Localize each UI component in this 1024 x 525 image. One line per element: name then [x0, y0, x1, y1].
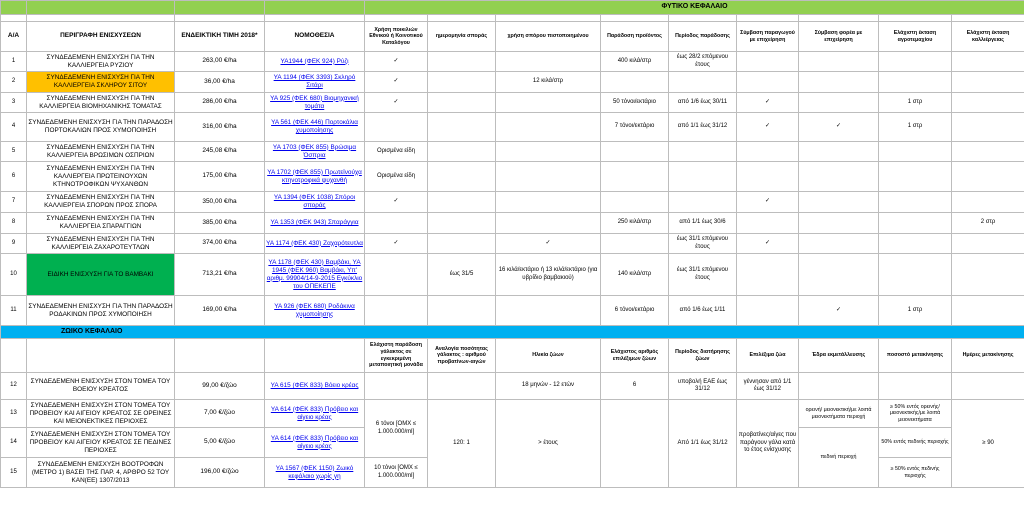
row-delivery: 140 κιλά/στρ — [601, 254, 669, 296]
header-desc: ΠΕΡΙΓΡΑΦΗ ΕΝΙΣΧΥΣΕΩΝ — [27, 22, 175, 52]
table-row — [1, 113, 1024, 142]
row-description: ΣΥΝΔΕΔΕΜΕΝΗ ΕΝΙΣΧΥΣΗ ΓΙΑ ΤΗΝ ΚΑΛΛΙΕΡΓΕΙΑ ΣΚΛΗΡΟΥ ΣΙΤΟΥ — [27, 72, 175, 93]
row-declared-area: ≥ 50% εντός ορεινής/ μειονεκτικής/με λοιπά μειονεκτήματα — [879, 400, 952, 428]
row-varieties: Ορισμένα είδη — [365, 142, 428, 162]
row-delivery: 50 τόνοι/εκτάριο — [601, 93, 669, 113]
row-varieties — [365, 296, 428, 326]
row-contract-body — [799, 234, 879, 254]
row-number: 15 — [1, 458, 27, 488]
row-description: ΣΥΝΔΕΔΕΜΕΝΗ ΕΝΙΣΧΥΣΗ ΒΟΟΤΡΟΦΩΝ (ΜΕΤΡΟ 1) ΒΑΣΕΙ ΤΗΣ ΠΑΡ. 4, ΑΡΘΡΟ 52 ΤΟΥ ΚΑΝ(ΕΕ) 1307/2013 — [27, 458, 175, 488]
row-sowing — [428, 162, 496, 192]
row-price: 169,00 €/ha — [175, 296, 265, 326]
table-row — [1, 142, 1024, 162]
check-icon: ✓ — [799, 113, 879, 142]
header-law: ΝΟΜΟΘΕΣΙΑ — [265, 22, 365, 52]
header-contract-body: Σύμβαση φορέα με επιχείρηση — [799, 22, 879, 52]
row-delivery: 400 κιλά/στρ — [601, 52, 669, 72]
table-row — [1, 400, 1024, 428]
row-law-link[interactable]: ΥΑ 614 (ΦΕΚ 833) Πρόβειο και αίγειο κρέας — [265, 428, 365, 458]
row-description: ΣΥΝΔΕΔΕΜΕΝΗ ΕΝΙΣΧΥΣΗ ΓΙΑ ΤΗΝ ΚΑΛΛΙΕΡΓΕΙΑ ΒΙΟΜΗΧΑΝΙΚΗΣ ΤΟΜΑΤΑΣ — [27, 93, 175, 113]
header-ratio: Αναλογία ποσότητας γάλακτος : αριθμού προβατίνων-αιγών — [428, 339, 496, 373]
row-min-area-cult — [952, 234, 1024, 254]
row-number: 6 — [1, 162, 27, 192]
row-period: έως 31/1 επόμενου έτους — [669, 234, 737, 254]
row-sowing — [428, 52, 496, 72]
row-sowing — [428, 113, 496, 142]
row-min-area-farm — [879, 142, 952, 162]
row-contract-producer — [737, 142, 799, 162]
row-number: 4 — [1, 113, 27, 142]
row-number: 1 — [1, 52, 27, 72]
row-min-area-cult — [952, 162, 1024, 192]
row-min-area-cult — [952, 93, 1024, 113]
row-min-area-farm — [879, 234, 952, 254]
row-min-area-cult — [952, 142, 1024, 162]
row-age: > έτους — [496, 400, 601, 488]
header-milk: Ελάχιστη παράδοση γάλακτος σε εγκεκριμένη μεταποιητική μονάδα — [365, 339, 428, 373]
row-declared-area: ≥ 50% εντός πεδινής περιοχής — [879, 458, 952, 488]
row-law-link[interactable]: ΥΑ 925 (ΦΕΚ 680) Βιομηχανική τομάτα — [265, 93, 365, 113]
check-icon: ✓ — [799, 296, 879, 326]
row-law-link[interactable]: ΥΑ 1194 (ΦΕΚ 3393) Σκληρό Σιτάρι — [265, 72, 365, 93]
row-price: 245,08 €/ha — [175, 142, 265, 162]
row-delivery: 7 τόνοι/εκτάριο — [601, 113, 669, 142]
row-sowing — [428, 93, 496, 113]
row-description: ΣΥΝΔΕΔΕΜΕΝΗ ΕΝΙΣΧΥΣΗ ΣΤΟΝ ΤΟΜΕΑ ΤΟΥ ΠΡΟΒΕΙΟΥ ΚΑΙ ΑΙΓΕΙΟΥ ΚΡΕΑΤΟΣ ΣΕ ΟΡΕΙΝΕΣ ΚΑΙ ΜΕΙΟΝΕΚΤΙΚΕΣ ΠΕΡΙΟΧΕΣ — [27, 400, 175, 428]
row-price: 316,00 €/ha — [175, 113, 265, 142]
row-delivery — [601, 142, 669, 162]
table-row — [1, 52, 1024, 72]
row-period — [669, 72, 737, 93]
row-contract-body — [799, 213, 879, 234]
check-icon: ✓ — [737, 234, 799, 254]
row-price: 196,00 €/ζώο — [175, 458, 265, 488]
row-contract-producer: ✓ — [737, 93, 799, 113]
row-number: 12 — [1, 373, 27, 400]
row-period — [669, 192, 737, 213]
table-row — [1, 192, 1024, 213]
header-contract-producer: Σύμβαση παραγωγού με επιχείρηση — [737, 22, 799, 52]
check-icon: ✓ — [365, 93, 428, 113]
check-icon: ✓ — [737, 113, 799, 142]
check-icon: ✓ — [737, 192, 799, 213]
row-ratio — [428, 373, 496, 400]
row-varieties — [365, 113, 428, 142]
check-icon: ✓ — [496, 234, 601, 254]
row-price: 374,00 €/ha — [175, 234, 265, 254]
row-law-link[interactable]: ΥΑ 561 (ΦΕΚ 446) Πορτοκάλια χυμοποίησης — [265, 113, 365, 142]
row-contract-body — [799, 162, 879, 192]
header-age: Ηλικία ζώων — [496, 339, 601, 373]
row-contract-producer — [737, 213, 799, 234]
row-period: από 1/6 έως 1/11 — [669, 296, 737, 326]
row-price: 99,00 €/ζώο — [175, 373, 265, 400]
table-row — [1, 93, 1024, 113]
row-milk: 10 τόνοι [ΟΜΧ ≤ 1.000.000/ml] — [365, 458, 428, 488]
row-min-area-farm: 1 στρ — [879, 113, 952, 142]
row-seed — [496, 142, 601, 162]
row-min-area-farm — [879, 254, 952, 296]
row-number: 11 — [1, 296, 27, 326]
row-price: 5,00 €/ζώο — [175, 428, 265, 458]
row-description: ΣΥΝΔΕΔΕΜΕΝΗ ΕΝΙΣΧΥΣΗ ΓΙΑ ΤΗΝ ΚΑΛΛΙΕΡΓΕΙΑ ΣΠΟΡΩΝ ΠΡΟΣ ΣΠΟΡΑ — [27, 192, 175, 213]
row-seed — [496, 93, 601, 113]
row-sowing — [428, 142, 496, 162]
row-seed: 12 κιλά/στρ — [496, 72, 601, 93]
row-min-area-farm — [879, 213, 952, 234]
row-age: 18 μηνών - 12 ετών — [496, 373, 601, 400]
row-seed — [496, 162, 601, 192]
row-contract-body — [799, 93, 879, 113]
row-delivery: 6 τόνοι/εκτάριο — [601, 296, 669, 326]
header-delivery: Παράδοση προϊόντος — [601, 22, 669, 52]
row-description: ΣΥΝΔΕΔΕΜΕΝΗ ΕΝΙΣΧΥΣΗ ΣΤΟΝ ΤΟΜΕΑ ΤΟΥ ΠΡΟΒΕΙΟΥ ΚΑΙ ΑΙΓΕΙΟΥ ΚΡΕΑΤΟΣ ΣΕ ΠΕΔΙΝΕΣ ΠΕΡΙΟΧΕΣ — [27, 428, 175, 458]
row-description: ΣΥΝΔΕΔΕΜΕΝΗ ΕΝΙΣΧΥΣΗ ΓΙΑ ΤΗΝ ΚΑΛΛΙΕΡΓΕΙΑ ΒΡΩΣΙΜΩΝ ΟΣΠΡΙΩΝ — [27, 142, 175, 162]
row-period: από 1/1 έως 30/6 — [669, 213, 737, 234]
row-law-link[interactable]: ΥΑ 1394 (ΦΕΚ 1038) Σπόροι σποράς — [265, 192, 365, 213]
header-delivery-period: Περίοδος παράδοσης — [669, 22, 737, 52]
row-law-link[interactable]: ΥΑ 614 (ΦΕΚ 833) Πρόβειο και αίγειο κρέας — [265, 400, 365, 428]
row-number: 7 — [1, 192, 27, 213]
header-min-area-farm: Ελάχιστη έκταση αγροτεμαχίου — [879, 22, 952, 52]
row-description: ΣΥΝΔΕΔΕΜΕΝΗ ΕΝΙΣΧΥΣΗ ΓΙΑ ΤΗΝ ΠΑΡΑΔΟΣΗ ΠΟΡΤΟΚΑΛΙΩΝ ΠΡΟΣ ΧΥΜΟΠΟΙΗΣΗ — [27, 113, 175, 142]
row-price: 175,00 €/ha — [175, 162, 265, 192]
row-min-area-farm — [879, 192, 952, 213]
row-price: 7,00 €/ζώο — [175, 400, 265, 428]
row-eligible: προβατίνες/αίγες που παράγουν γάλα κατά το έτος ενίσχυσης — [737, 400, 799, 488]
table-row — [1, 162, 1024, 192]
row-sowing — [428, 192, 496, 213]
row-number: 8 — [1, 213, 27, 234]
row-holding: Από 1/1 έως 31/12 — [669, 400, 737, 488]
row-min-animals — [601, 400, 669, 488]
row-seat: πεδινή περιοχή — [799, 428, 879, 488]
row-law-link[interactable]: ΥΑ 1567 (ΦΕΚ 1150) Ζωικό κεφάλαιο χωρίς γη — [265, 458, 365, 488]
row-contract-producer — [737, 72, 799, 93]
row-min-area-cult: 2 στρ — [952, 213, 1024, 234]
check-icon: ✓ — [365, 72, 428, 93]
header-holding: Περίοδος διατήρησης ζώων — [669, 339, 737, 373]
row-contract-body — [799, 142, 879, 162]
header-sowing-date: ημερομηνία σποράς — [428, 22, 496, 52]
row-seat: ορεινή/ μειονεκτική/με λοιπά μειονεκτήματα περιοχή — [799, 400, 879, 428]
row-description: ΣΥΝΔΕΔΕΜΕΝΗ ΕΝΙΣΧΥΣΗ ΓΙΑ ΤΗΝ ΠΑΡΑΔΟΣΗ ΡΟΔΑΚΙΝΩΝ ΠΡΟΣ ΧΥΜΟΠΟΙΗΣΗ — [27, 296, 175, 326]
row-pct-move — [879, 373, 952, 400]
table-row — [1, 72, 1024, 93]
row-law-link[interactable]: ΥΑ 1174 (ΦΕΚ 430) Ζαχαρότευτλα — [265, 234, 365, 254]
row-min-area-farm: 1 στρ — [879, 93, 952, 113]
check-icon: ✓ — [365, 192, 428, 213]
row-law-link[interactable]: ΥΑ 1702 (ΦΕΚ 855) Πρωτεϊνούχα κτηνοτροφικά ψυχανθή — [265, 162, 365, 192]
row-period: από 1/6 έως 30/11 — [669, 93, 737, 113]
row-law-link[interactable]: ΥΑ 926 (ΦΕΚ 680) Ροδάκινα χυμοποίησης — [265, 296, 365, 326]
row-contract-body — [799, 52, 879, 72]
row-min-area-cult — [952, 72, 1024, 93]
row-delivery: 250 κιλά/στρ — [601, 213, 669, 234]
row-ratio: 120: 1 — [428, 400, 496, 488]
header-varieties: Χρήση ποικιλιών Εθνικού ή Κοινοτικού Καταλόγου — [365, 22, 428, 52]
table-header — [1, 22, 1024, 52]
row-delivery — [601, 234, 669, 254]
header-min-area-cult: Ελάχιστη έκταση καλλιέργειας — [952, 22, 1024, 52]
table-row — [1, 373, 1024, 400]
row-min-area-cult — [952, 296, 1024, 326]
row-milk: 6 τόνοι [ΟΜΧ ≤ 1.000.000/ml] — [365, 400, 428, 458]
row-min-area-farm: 1 στρ — [879, 296, 952, 326]
row-days-move — [952, 373, 1024, 400]
row-days-move: ≥ 90 — [952, 400, 1024, 488]
row-contract-producer — [737, 254, 799, 296]
row-seed: 16 κιλά/εκτάριο ή 13 κιλά/εκτάριο (για υβρίδιο βαμβακιού) — [496, 254, 601, 296]
row-seed — [496, 192, 601, 213]
row-min-area-farm — [879, 162, 952, 192]
check-icon: ✓ — [365, 52, 428, 72]
row-description: ΣΥΝΔΕΔΕΜΕΝΗ ΕΝΙΣΧΥΣΗ ΓΙΑ ΤΗΝ ΚΑΛΛΙΕΡΓΕΙΑ ΡΥΖΙΟΥ — [27, 52, 175, 72]
row-number: 3 — [1, 93, 27, 113]
row-law-link[interactable]: ΥΑ1944 (ΦΕΚ 924) Ρύζι — [265, 52, 365, 72]
row-period: έως 31/1 επόμενου έτους — [669, 254, 737, 296]
row-number: 5 — [1, 142, 27, 162]
row-sowing: έως 31/5 — [428, 254, 496, 296]
row-contract-body — [799, 254, 879, 296]
row-sowing — [428, 72, 496, 93]
row-delivery — [601, 72, 669, 93]
row-sowing — [428, 213, 496, 234]
table-row — [1, 254, 1024, 296]
row-seed — [496, 113, 601, 142]
row-number: 2 — [1, 72, 27, 93]
header-days-move: Ημέρες μετακίνησης — [952, 339, 1024, 373]
row-varieties — [365, 254, 428, 296]
row-min-animals: 6 — [601, 373, 669, 400]
row-price: 350,00 €/ha — [175, 192, 265, 213]
row-number: 10 — [1, 254, 27, 296]
animal-table-header — [1, 339, 1024, 373]
row-sowing — [428, 234, 496, 254]
row-period: από 1/1 έως 31/12 — [669, 113, 737, 142]
header-aa: Α/Α — [1, 22, 27, 52]
row-law-link[interactable]: ΥΑ 1703 (ΦΕΚ 855) Βρώσιμα Όσπρια — [265, 142, 365, 162]
row-min-area-cult — [952, 113, 1024, 142]
row-min-area-cult — [952, 192, 1024, 213]
row-milk — [365, 373, 428, 400]
header-eligible: Επιλέξιμα ζώα — [737, 339, 799, 373]
row-law-link[interactable]: ΥΑ 615 (ΦΕΚ 833) Βόειο κρέας — [265, 373, 365, 400]
section-title-plant: ΦΥΤΙΚΟ ΚΕΦΑΛΑΙΟ — [365, 1, 1024, 15]
row-description: ΣΥΝΔΕΔΕΜΕΝΗ ΕΝΙΣΧΥΣΗ ΓΙΑ ΤΗΝ ΚΑΛΛΙΕΡΓΕΙΑ ΣΠΑΡΑΓΓΙΩΝ — [27, 213, 175, 234]
row-price: 385,00 €/ha — [175, 213, 265, 234]
check-icon: ✓ — [365, 234, 428, 254]
header-price: ΕΝΔΕΙΚΤΙΚΗ ΤΙΜΗ 2018* — [175, 22, 265, 52]
section-title-animal: ΖΩΙΚΟ ΚΕΦΑΛΑΙΟ — [1, 326, 1024, 339]
row-contract-producer — [737, 162, 799, 192]
row-contract-producer — [737, 52, 799, 72]
row-number: 9 — [1, 234, 27, 254]
table-row — [1, 234, 1024, 254]
row-price: 713,21 €/ha — [175, 254, 265, 296]
row-eligible: γέννησαν από 1/1 έως 31/12 — [737, 373, 799, 400]
row-declared-area: 50% εντός πεδινής περιοχής — [879, 428, 952, 458]
row-period: έως 28/2 επόμενου έτους — [669, 52, 737, 72]
row-description: ΣΥΝΔΕΔΕΜΕΝΗ ΕΝΙΣΧΥΣΗ ΓΙΑ ΤΗΝ ΚΑΛΛΙΕΡΓΕΙΑ ΖΑΧΑΡΟΤΕΥΤΛΩΝ — [27, 234, 175, 254]
row-holding: υποβολή ΕΑΕ έως 31/12 — [669, 373, 737, 400]
row-contract-body — [799, 72, 879, 93]
header-seat: Έδρα εκμετάλλευσης — [799, 339, 879, 373]
header-cert-seed: χρήση σπόρου πιστοποιημένου — [496, 22, 601, 52]
row-description: ΣΥΝΔΕΔΕΜΕΝΗ ΕΝΙΣΧΥΣΗ ΓΙΑ ΤΗΝ ΚΑΛΛΙΕΡΓΕΙΑ ΠΡΩΤΕΙΝΟΥΧΩΝ ΚΤΗΝΟΤΡΟΦΙΚΩΝ ΨΥΧΑΝΘΩΝ — [27, 162, 175, 192]
row-min-area-cult — [952, 52, 1024, 72]
table-row — [1, 296, 1024, 326]
row-law-link[interactable]: ΥΑ 1178 (ΦΕΚ 430) Βαμβάκι, ΥΑ 1945 (ΦΕΚ 960) Βαμβάκι, Υπ' αριθμ. 99904/14-9-2015 Εγκύκλιο του ΟΠΕΚΕΠΕ — [265, 254, 365, 296]
row-number: 13 — [1, 400, 27, 428]
row-seat — [799, 373, 879, 400]
row-period — [669, 142, 737, 162]
row-description: ΣΥΝΔΕΔΕΜΕΝΗ ΕΝΙΣΧΥΣΗ ΣΤΟΝ ΤΟΜΕΑ ΤΟΥ ΒΟΕΙΟΥ ΚΡΕΑΤΟΣ — [27, 373, 175, 400]
section-band-animal — [1, 326, 1024, 339]
row-price: 263,00 €/ha — [175, 52, 265, 72]
table-row — [1, 213, 1024, 234]
section-band-plant — [1, 1, 1024, 15]
row-varieties — [365, 213, 428, 234]
row-description: ΕΙΔΙΚΗ ΕΝΙΣΧΥΣΗ ΓΙΑ ΤΟ ΒΑΜΒΑΚΙ — [27, 254, 175, 296]
row-law-link[interactable]: ΥΑ 1353 (ΦΕΚ 943) Σπαράγγια — [265, 213, 365, 234]
row-price: 286,00 €/ha — [175, 93, 265, 113]
row-min-area-cult — [952, 254, 1024, 296]
header-pct-move: ποσοστό μετακίνησης — [879, 339, 952, 373]
row-price: 36,00 €/ha — [175, 72, 265, 93]
row-contract-producer — [737, 296, 799, 326]
row-sowing — [428, 296, 496, 326]
row-period — [669, 162, 737, 192]
row-seed — [496, 213, 601, 234]
row-seed — [496, 296, 601, 326]
row-seed — [496, 52, 601, 72]
row-min-area-farm — [879, 72, 952, 93]
row-contract-body — [799, 192, 879, 213]
row-min-area-farm — [879, 52, 952, 72]
row-delivery — [601, 192, 669, 213]
row-delivery — [601, 162, 669, 192]
row-varieties: Ορισμένα είδη — [365, 162, 428, 192]
row-number: 14 — [1, 428, 27, 458]
header-min-animals: Ελάχιστος αριθμός επιλέξιμων ζώων — [601, 339, 669, 373]
